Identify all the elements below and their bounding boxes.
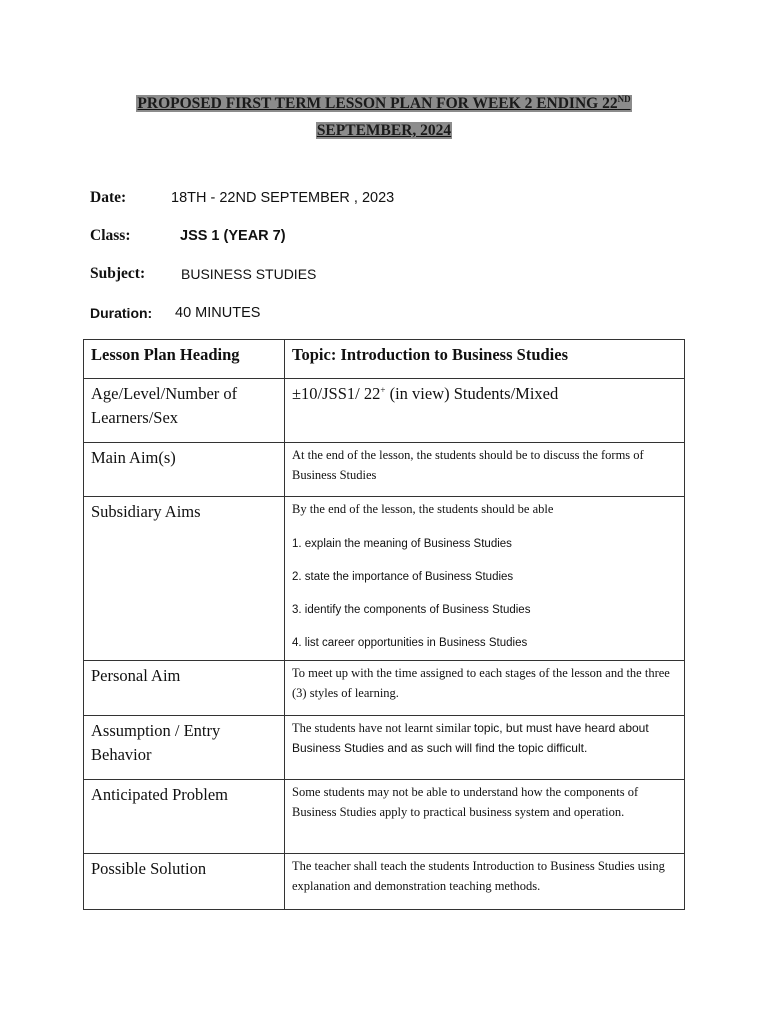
main-aim-label-cell: Main Aim(s) (84, 443, 285, 497)
age-label-cell: Age/Level/Number of Learners/Sex (84, 379, 285, 443)
date-label: Date: (90, 189, 127, 206)
document-title (90, 90, 678, 144)
table-row (84, 854, 685, 910)
personal-aim-value-cell: To meet up with the time assigned to each stages of the lesson and the three (3) styles of learning. (285, 661, 685, 716)
anticipated-label-cell: Anticipated Problem (84, 780, 285, 854)
subsidiary-intro: By the end of the lesson, the students should be able (292, 502, 554, 516)
subsidiary-value-cell (285, 497, 685, 661)
table-row (84, 716, 685, 780)
age-value-cell: ±10/JSS1/ 22+ (in view) Students/Mixed (285, 379, 685, 443)
table-row (84, 340, 685, 379)
title-superscript: ND (617, 94, 631, 104)
title-line-2: SEPTEMBER, 2024 (316, 122, 452, 139)
subsidiary-label-cell: Subsidiary Aims (84, 497, 285, 661)
class-label: Class: (90, 227, 131, 244)
header-left-cell: Lesson Plan Heading (84, 340, 285, 379)
anticipated-value-cell: Some students may not be able to understand how the components of Business Studies apply to practical business system and operation. (285, 780, 685, 854)
subject-value: BUSINESS STUDIES (181, 266, 317, 282)
solution-label-cell: Possible Solution (84, 854, 285, 910)
header-right-cell: Topic: Introduction to Business Studies (285, 340, 685, 379)
personal-aim-label-cell: Personal Aim (84, 661, 285, 716)
list-item: 4. list career opportunities in Business Studies (292, 637, 528, 649)
list-item: 2. state the importance of Business Studies (292, 571, 514, 583)
table-row (84, 379, 685, 443)
date-value: 18TH - 22ND SEPTEMBER , 2023 (171, 190, 395, 206)
table-row (84, 661, 685, 716)
lesson-plan-table (83, 339, 685, 910)
table-row (84, 443, 685, 497)
assumption-value-cell: The students have not learnt similar topic, but must have heard about Business Studies and as such will find the topic difficult. (285, 716, 685, 780)
duration-label: Duration: (90, 305, 153, 321)
subject-label: Subject: (90, 265, 146, 282)
duration-value: 40 MINUTES (175, 305, 261, 321)
solution-value-cell: The teacher shall teach the students Introduction to Business Studies using explanation and demonstration teaching methods. (285, 854, 685, 910)
title-line-1: PROPOSED FIRST TERM LESSON PLAN FOR WEEK 2 ENDING 22ND (137, 94, 631, 112)
table-row (84, 497, 685, 661)
assumption-label-cell: Assumption / Entry Behavior (84, 716, 285, 780)
list-item: 3. identify the components of Business Studies (292, 604, 531, 616)
main-aim-value-cell: At the end of the lesson, the students should be to discuss the forms of Business Studies (285, 443, 685, 497)
table-row (84, 780, 685, 854)
class-value: JSS 1 (YEAR 7) (180, 228, 286, 244)
list-item: 1. explain the meaning of Business Studies (292, 538, 512, 550)
